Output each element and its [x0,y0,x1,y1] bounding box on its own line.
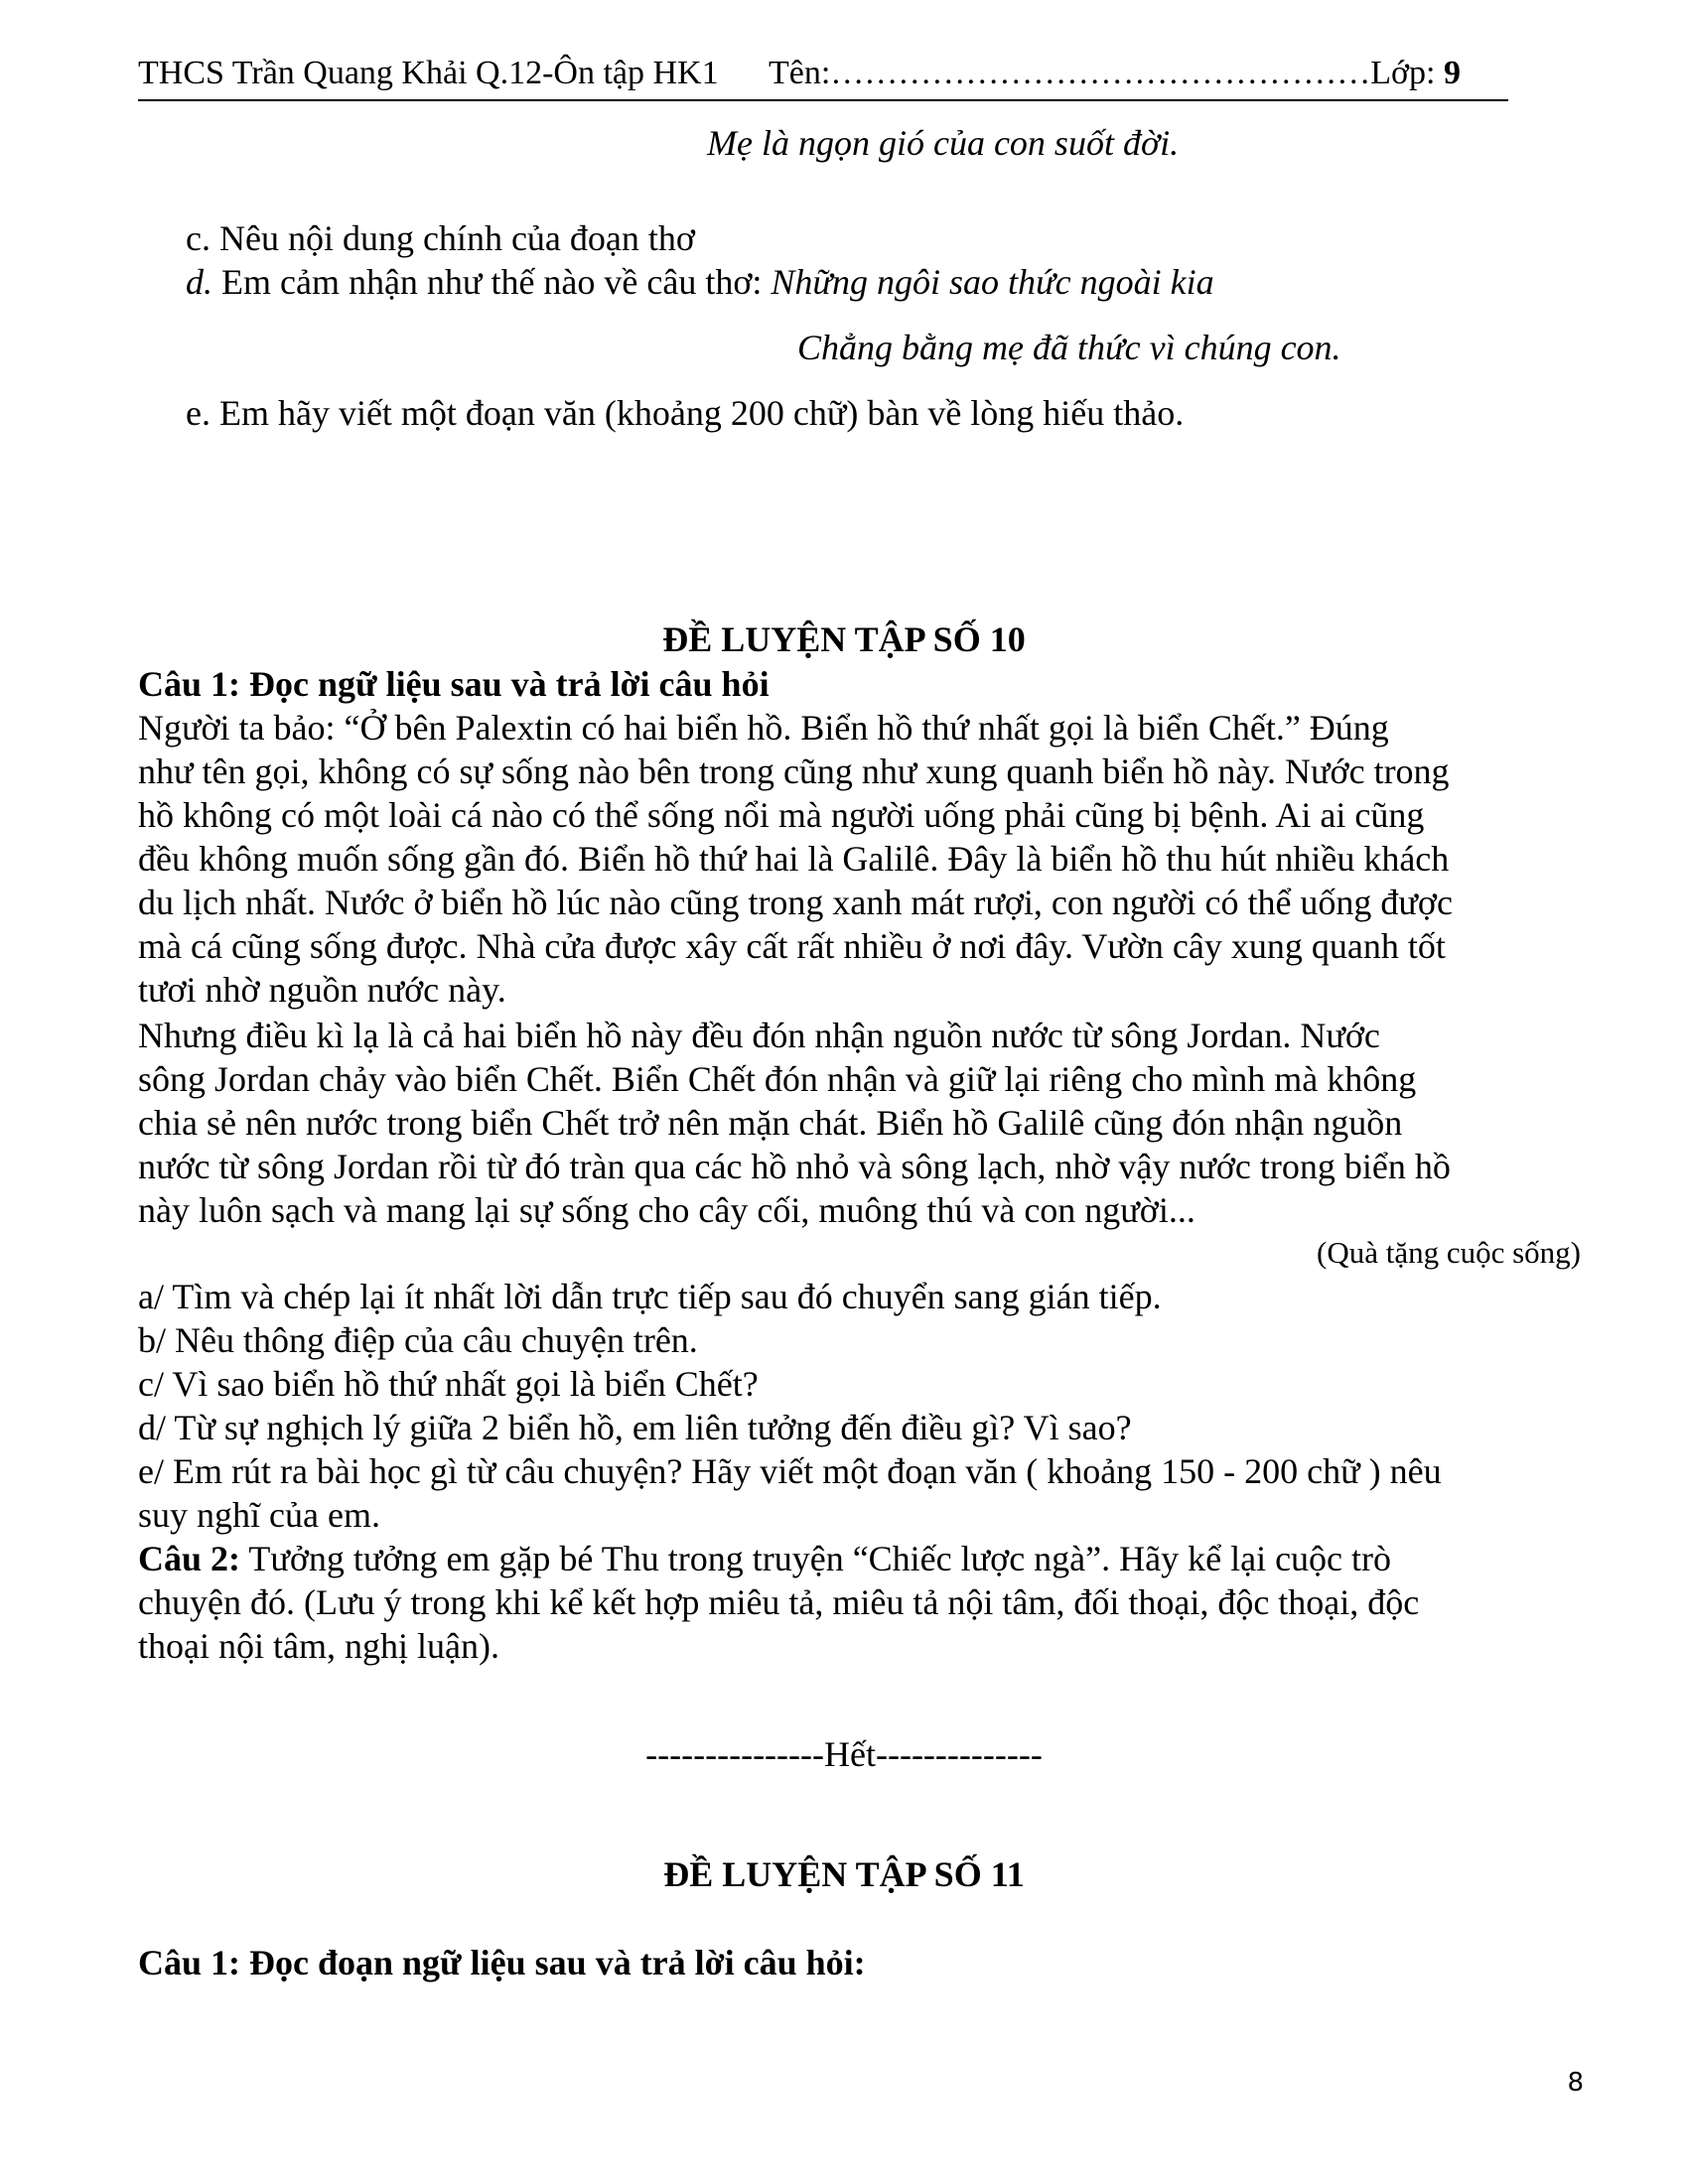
question-d [186,260,1214,304]
question-d-quote-line2: Chẳng bằng mẹ đã thức vì chúng con. [797,328,1341,367]
passage-line: tươi nhờ nguồn nước này. [138,970,506,1010]
question-2-label: Câu 2: [138,1539,241,1578]
question-e: e. Em hãy viết một đoạn văn (khoảng 200 chữ) bàn về lòng hiếu thảo. [186,393,1185,433]
question-2-text: chuyện đó. (Lưu ý trong khi kể kết hợp miêu tả, miêu tả nội tâm, đối thoại, độc thoại, độc [138,1582,1420,1622]
passage-line: nước từ sông Jordan rồi từ đó tràn qua các hồ nhỏ và sông lạch, nhờ vậy nước trong biển hồ [138,1147,1451,1186]
passage-line: Nhưng điều kì lạ là cả hai biển hồ này đều đón nhận nguồn nước từ sông Jordan. Nước [138,1016,1380,1055]
question-d-quote-line1: Những ngôi sao thức ngoài kia [771,262,1214,302]
sub-question-b: b/ Nêu thông điệp của câu chuyện trên. [138,1320,698,1360]
passage-line: du lịch nhất. Nước ở biển hồ lúc nào cũng trong xanh mát rượi, con người có thể uống được [138,883,1453,922]
sub-question-a: a/ Tìm và chép lại ít nhất lời dẫn trực tiếp sau đó chuyển sang gián tiếp. [138,1277,1162,1316]
question-c: c. Nêu nội dung chính của đoạn thơ [186,218,695,258]
passage-line: này luôn sạch và mang lại sự sống cho cây cối, muông thú và con người... [138,1190,1196,1230]
page-number: 8 [1567,2068,1584,2098]
passage-source: (Quà tặng cuộc sống) [1317,1235,1581,1270]
passage-line: đều không muốn sống gần đó. Biển hồ thứ hai là Galilê. Đây là biển hồ thu hút nhiều khách [138,839,1450,879]
exam-10-sub-questions [138,1275,1588,1537]
question-d-marker: d. [186,262,212,302]
header-school: THCS Trần Quang Khải Q.12-Ôn tập HK1 [138,55,719,91]
header-name-class: Tên:…………………………………………Lớp: [768,55,1444,91]
question-d-text: Em cảm nhận như thế nào về câu thơ: [212,262,772,302]
exam-10-question-2 [138,1537,1588,1668]
exam-11-title: ĐỀ LUYỆN TẬP SỐ 11 [663,1854,1025,1894]
passage-line: như tên gọi, không có sự sống nào bên trong cũng như xung quanh biển hồ này. Nước trong [138,751,1450,791]
sub-question-d: d/ Từ sự nghịch lý giữa 2 biển hồ, em liên tưởng đến điều gì? Vì sao? [138,1408,1132,1447]
question-2-text: thoại nội tâm, nghị luận). [138,1626,499,1666]
exam-10-passage-paragraph-2 [138,1014,1588,1232]
exam-10-question-1-heading: Câu 1: Đọc ngữ liệu sau và trả lời câu hỏi [138,664,770,704]
page-header [138,54,1508,93]
sub-question-e-continued: suy nghĩ của em. [138,1495,380,1535]
exam-10-passage-paragraph-1 [138,706,1588,1012]
sub-question-e: e/ Em rút ra bài học gì từ câu chuyện? Hãy viết một đoạn văn ( khoảng 150 - 200 chữ ) nêu [138,1451,1442,1491]
passage-line: chia sẻ nên nước trong biển Chết trở nên mặn chát. Biển hồ Galilê cũng đón nhận nguồn [138,1103,1403,1143]
exam-10-title: ĐỀ LUYỆN TẬP SỐ 10 [662,619,1026,659]
passage-line: sông Jordan chảy vào biển Chết. Biển Chết đón nhận và giữ lại riêng cho mình mà không [138,1059,1417,1099]
passage-line: mà cá cũng sống được. Nhà cửa được xây cất rất nhiều ở nơi đây. Vườn cây xung quanh tốt [138,926,1446,966]
exam-11-question-1-heading: Câu 1: Đọc đoạn ngữ liệu sau và trả lời câu hỏi: [138,1943,866,1982]
passage-line: Người ta bảo: “Ở bên Palextin có hai biển hồ. Biển hồ thứ nhất gọi là biển Chết.” Đúng [138,708,1389,748]
question-2-text: Tưởng tưởng em gặp bé Thu trong truyện “Chiếc lược ngà”. Hãy kể lại cuộc trò [240,1539,1392,1578]
poem-line: Mẹ là ngọn gió của con suốt đời. [707,123,1180,163]
sub-question-c: c/ Vì sao biển hồ thứ nhất gọi là biển Chết? [138,1364,759,1404]
end-marker: ---------------Hết-------------- [645,1734,1043,1774]
passage-line: hồ không có một loài cá nào có thể sống nổi mà người uống phải cũng bị bệnh. Ai ai cũng [138,795,1425,835]
header-grade: 9 [1443,55,1461,91]
header-rule [138,99,1508,101]
